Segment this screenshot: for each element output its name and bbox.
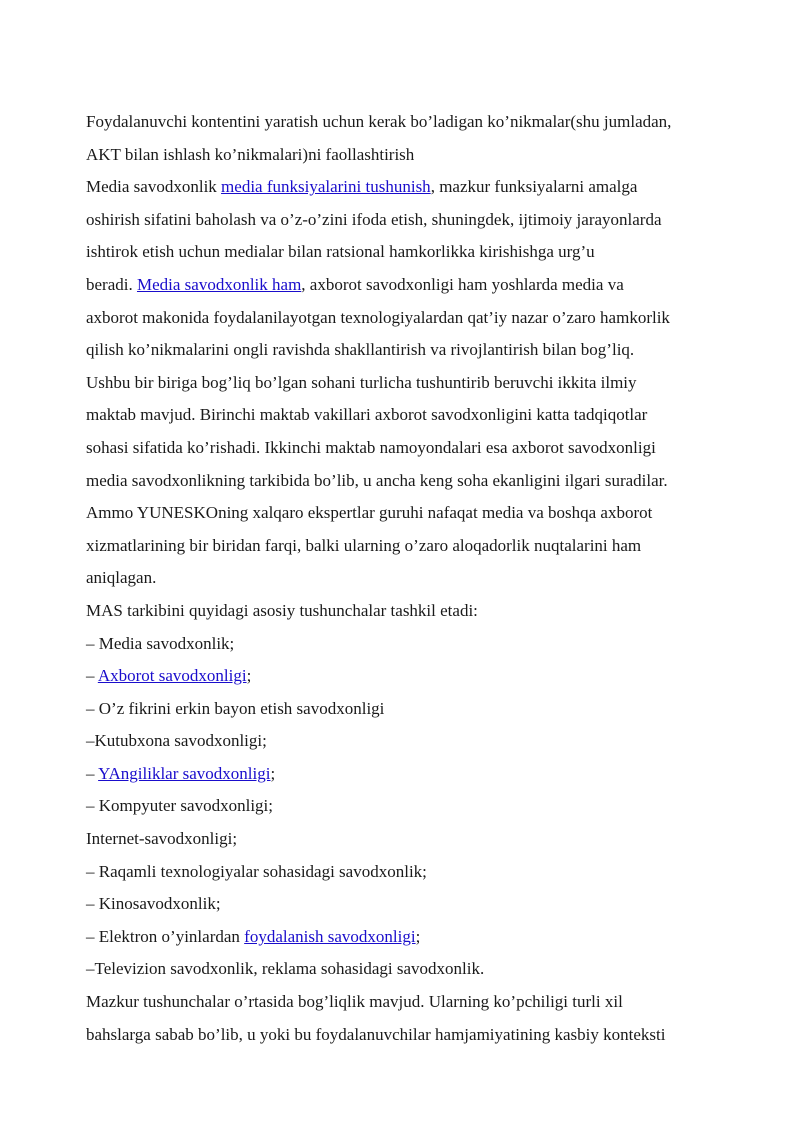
- text-line: AKT bilan ishlash ko’nikmalari)ni faollashtirish: [86, 144, 415, 164]
- text-span: – Elektron o’yinlardan: [86, 926, 245, 946]
- text-line: aniqlagan.: [86, 568, 157, 588]
- link-media-savodxonlik-ham[interactable]: Media savodxonlik ham: [136, 274, 302, 294]
- text-line: Mazkur tushunchalar o’rtasida bog’liqlik mavjud. Ularning ko’pchiligi turli xil: [86, 992, 623, 1012]
- text-span: ;: [270, 763, 276, 783]
- list-item: [86, 660, 746, 693]
- link-yangiliklar-savodxonligi[interactable]: YAngiliklar savodxonligi: [98, 763, 271, 783]
- text-line: media savodxonlikning tarkibida bo’lib, u ancha keng soha ekanligini ilgari suradilar.: [86, 470, 668, 490]
- text-line: xizmatlarining bir biridan farqi, balki ularning o’zaro aloqadorlik nuqtalarini ham: [86, 535, 642, 555]
- text-span: –: [86, 666, 98, 686]
- list-item: – Kinosavodxonlik;: [86, 894, 221, 914]
- text-line: maktab mavjud. Birinchi maktab vakillari axborot savodxonligini katta tadqiqotlar: [86, 405, 648, 425]
- text-line: axborot makonida foydalanilayotgan texnologiyalardan qat’iy nazar o’zaro hamkorlik: [86, 307, 670, 327]
- link-foydalanish-savodxonligi[interactable]: foydalanish savodxonligi: [244, 926, 416, 946]
- text-line: oshirish sifatini baholash va o’z-o’zini ifoda etish, shuningdek, ijtimoiy jarayonlarda: [86, 209, 662, 229]
- list-intro: MAS tarkibini quyidagi asosiy tushunchalar tashkil etadi:: [86, 600, 478, 620]
- text-line: [86, 171, 746, 204]
- text-line: qilish ko’nikmalarini ongli ravishda shakllantirish va rivojlantirish bilan bog’liq.: [86, 340, 635, 360]
- text-line: Ushbu bir biriga bog’liq bo’lgan sohani turlicha tushuntirib beruvchi ikkita ilmiy: [86, 372, 637, 392]
- text-span: ;: [415, 926, 421, 946]
- text-span: beradi.: [86, 274, 137, 294]
- text-line: bahslarga sabab bo’lib, u yoki bu foydalanuvchilar hamjamiyatining kasbiy konteksti: [86, 1024, 666, 1044]
- text-line: [86, 269, 746, 302]
- text-line: ishtirok etish uchun medialar bilan ratsional hamkorlikka kirishishga urg’u: [86, 242, 595, 262]
- list-item: – Raqamli texnologiyalar sohasidagi savodxonlik;: [86, 861, 427, 881]
- list-item: –Televizion savodxonlik, reklama sohasidagi savodxonlik.: [86, 959, 485, 979]
- text-span: –: [86, 763, 99, 783]
- list-item: [86, 921, 746, 954]
- text-span: Media savodxonlik: [86, 177, 222, 197]
- text-line: Foydalanuvchi kontentini yaratish uchun kerak bo’ladigan ko’nikmalar(shu jumladan,: [86, 112, 672, 131]
- list-item: –Kutubxona savodxonligi;: [86, 731, 267, 751]
- text-line: sohasi sifatida ko’rishadi. Ikkinchi maktab namoyondalari esa axborot savodxonligi: [86, 437, 656, 457]
- text-span: , axborot savodxonligi ham yoshlarda media va: [301, 274, 624, 294]
- text-line: Ammo YUNESKOning xalqaro ekspertlar guruhi nafaqat media va boshqa axborot: [86, 503, 653, 523]
- list-item: – O’z fikrini erkin bayon etish savodxonligi: [86, 698, 385, 718]
- link-axborot-savodxonligi[interactable]: Axborot savodxonligi: [97, 666, 247, 686]
- text-span: ;: [246, 666, 252, 686]
- document-page: [86, 106, 746, 1051]
- list-item: [86, 758, 746, 791]
- list-item: – Media savodxonlik;: [86, 633, 235, 653]
- link-media-funksiyalarini[interactable]: media funksiyalarini tushunish: [221, 177, 431, 197]
- list-item: Internet-savodxonligi;: [86, 829, 238, 849]
- list-item: – Kompyuter savodxonligi;: [86, 796, 273, 816]
- text-span: , mazkur funksiyalarni amalga: [430, 177, 638, 197]
